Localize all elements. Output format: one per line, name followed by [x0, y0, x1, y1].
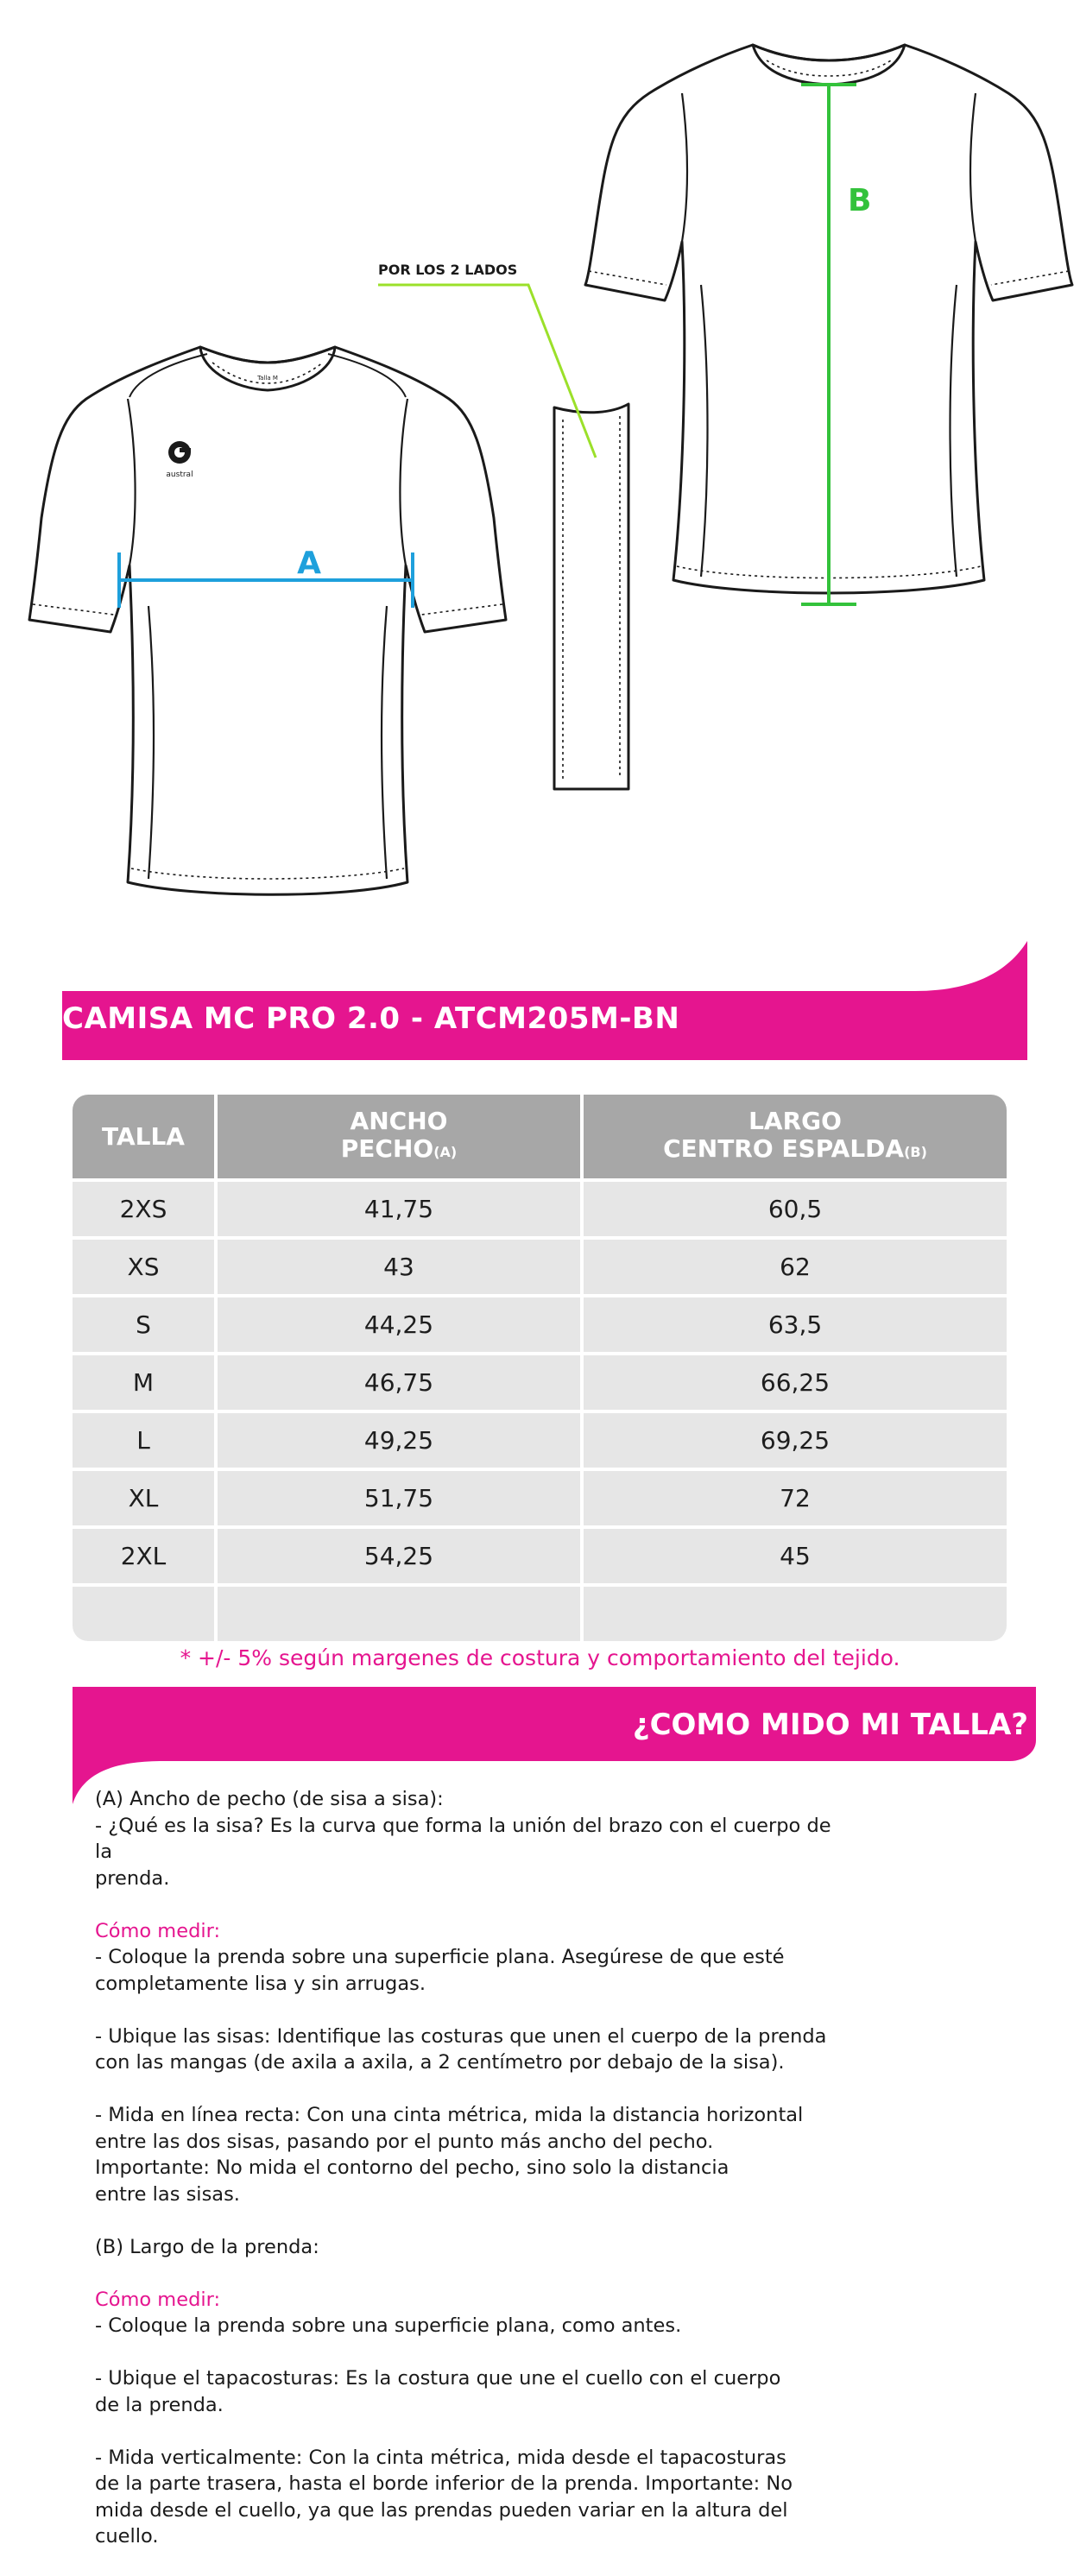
cell-talla: 2XS: [73, 1178, 214, 1236]
how-to-measure-title: ¿COMO MIDO MI TALLA?: [632, 1708, 1028, 1742]
tolerance-note: * +/- 5% según margenes de costura y comportamiento del tejido.: [180, 1645, 900, 1670]
cell-ancho: 51,75: [214, 1468, 580, 1525]
section-b-step-1: - Coloque la prenda sobre una superficie plana, como antes.: [95, 2314, 682, 2337]
table-row-empty: [73, 1583, 1007, 1641]
product-title: CAMISA MC PRO 2.0 - ATCM205M-BN: [62, 1001, 680, 1036]
header-ancho-pecho: ANCHO PECHO(A): [214, 1095, 580, 1178]
cell-talla: XS: [73, 1236, 214, 1294]
section-b-title: (B) Largo de la prenda:: [95, 2235, 319, 2258]
cell-ancho: 43: [214, 1236, 580, 1294]
cell-talla: 2XL: [73, 1525, 214, 1583]
cell-talla: S: [73, 1294, 214, 1352]
side-panel-illustration: [554, 404, 628, 789]
garment-diagrams: [0, 0, 1080, 941]
section-b-step-3: - Mida verticalmente: Con la cinta métrica, mida desde el tapacosturas de la parte trasera, hasta el borde inferior de la prenda. Importante: No mida desde el cuello, ya que las prendas pueden variar en la altura del cuello.: [95, 2446, 793, 2548]
cell-talla: XL: [73, 1468, 214, 1525]
table-row: [73, 1352, 1007, 1410]
cell-ancho: 46,75: [214, 1352, 580, 1410]
section-b-step-2: - Ubique el tapacosturas: Es la costura que une el cuello con el cuerpo de la prenda.: [95, 2367, 781, 2416]
cell-largo: 63,5: [580, 1294, 1007, 1352]
header-largo-centro-espalda: LARGO CENTRO ESPALDA(B): [580, 1095, 1007, 1178]
section-a-description: - ¿Qué es la sisa? Es la curva que forma la unión del brazo con el cuerpo de la prenda.: [95, 1814, 831, 1890]
brand-logo-text: austral: [166, 470, 193, 479]
cell-largo: 62: [580, 1236, 1007, 1294]
measure-b-label: B: [848, 183, 872, 218]
cell-talla: M: [73, 1352, 214, 1410]
table-row: [73, 1294, 1007, 1352]
table-row: [73, 1236, 1007, 1294]
size-table: [73, 1095, 1007, 1641]
cell-ancho: 41,75: [214, 1178, 580, 1236]
section-a-title: (A) Ancho de pecho (de sisa a sisa):: [95, 1788, 444, 1810]
measure-a-label: A: [297, 546, 321, 581]
table-row: [73, 1525, 1007, 1583]
collar-tag-text: Talla M: [257, 375, 278, 382]
table-row: [73, 1178, 1007, 1236]
cell-largo: 72: [580, 1468, 1007, 1525]
cell-largo: 66,25: [580, 1352, 1007, 1410]
section-a-how-heading: Cómo medir:: [95, 1919, 221, 1942]
table-row: [73, 1468, 1007, 1525]
cell-ancho: 54,25: [214, 1525, 580, 1583]
cell-talla: L: [73, 1410, 214, 1468]
header-talla: TALLA: [73, 1095, 214, 1178]
table-header-row: [73, 1095, 1007, 1178]
cell-largo: 60,5: [580, 1178, 1007, 1236]
sides-callout-label: POR LOS 2 LADOS: [378, 262, 518, 278]
section-a-step-2: - Ubique las sisas: Identifique las costuras que unen el cuerpo de la prenda con las mangas (de axila a axila, a 2 centímetro por debajo de la sisa).: [95, 2024, 827, 2074]
measuring-instructions: [95, 1786, 837, 2576]
section-a-step-1: - Coloque la prenda sobre una superficie plana. Asegúrese de que esté completamente lisa y sin arrugas.: [95, 1946, 785, 1995]
front-shirt-illustration: [29, 347, 506, 894]
cell-talla: [73, 1583, 214, 1641]
cell-ancho: [214, 1583, 580, 1641]
section-b-how-heading: Cómo medir:: [95, 2288, 221, 2311]
cell-largo: 69,25: [580, 1410, 1007, 1468]
cell-ancho: 49,25: [214, 1410, 580, 1468]
cell-largo: 45: [580, 1525, 1007, 1583]
cell-largo: [580, 1583, 1007, 1641]
cell-ancho: 44,25: [214, 1294, 580, 1352]
section-a-step-3: - Mida en línea recta: Con una cinta métrica, mida la distancia horizontal entre las dos sisas, pasando por el punto más ancho del pecho. Importante: No mida el contorno del pecho, sino solo la distancia entre las sisas.: [95, 2104, 804, 2206]
table-row: [73, 1410, 1007, 1468]
